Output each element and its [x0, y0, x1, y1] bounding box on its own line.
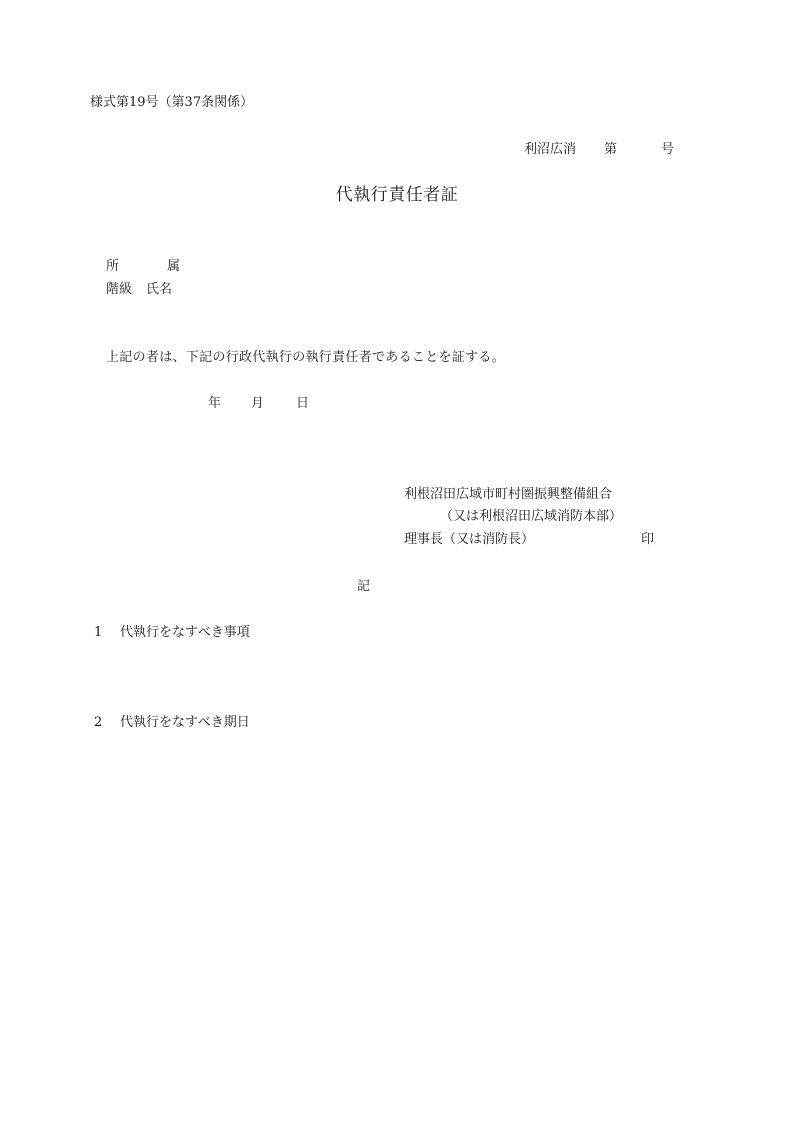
affiliation-label-part-1: 所 — [106, 259, 120, 274]
item-label: 代執行をなすべき事項 — [120, 625, 250, 640]
doc-number-prefix: 利沼広消 — [524, 142, 577, 157]
document-title: 代執行責任者証 — [335, 185, 459, 205]
rank-name-label — [106, 283, 172, 296]
name-label: 氏名 — [146, 282, 173, 297]
issuer-alt-organization: （又は利根沼田広域消防本部） — [440, 509, 623, 524]
item-number: 1 — [94, 625, 103, 640]
date-line — [208, 397, 309, 410]
rank-label: 階級 — [106, 282, 133, 297]
seal-mark: 印 — [641, 532, 655, 547]
document-number — [524, 143, 674, 156]
record-heading: 記 — [357, 579, 371, 594]
item-label: 代執行をなすべき期日 — [120, 715, 250, 730]
doc-number-dai: 第 — [604, 142, 618, 157]
date-year: 年 — [208, 396, 222, 411]
date-day: 日 — [296, 396, 310, 411]
form-number: 様式第19号（第37条関係） — [90, 95, 254, 110]
affiliation-label-part-2: 属 — [167, 259, 181, 274]
issuer-title: 理事長（又は消防長） — [404, 532, 535, 547]
certification-text: 上記の者は、下記の行政代執行の執行責任者であることを証する。 — [106, 350, 506, 365]
date-month: 月 — [251, 396, 265, 411]
item-matters — [94, 626, 250, 639]
affiliation-label — [106, 260, 180, 273]
doc-number-go: 号 — [661, 142, 675, 157]
item-date — [94, 716, 250, 729]
item-number: 2 — [94, 715, 103, 730]
issuer-organization: 利根沼田広域市町村圏振興整備組合 — [404, 487, 613, 502]
